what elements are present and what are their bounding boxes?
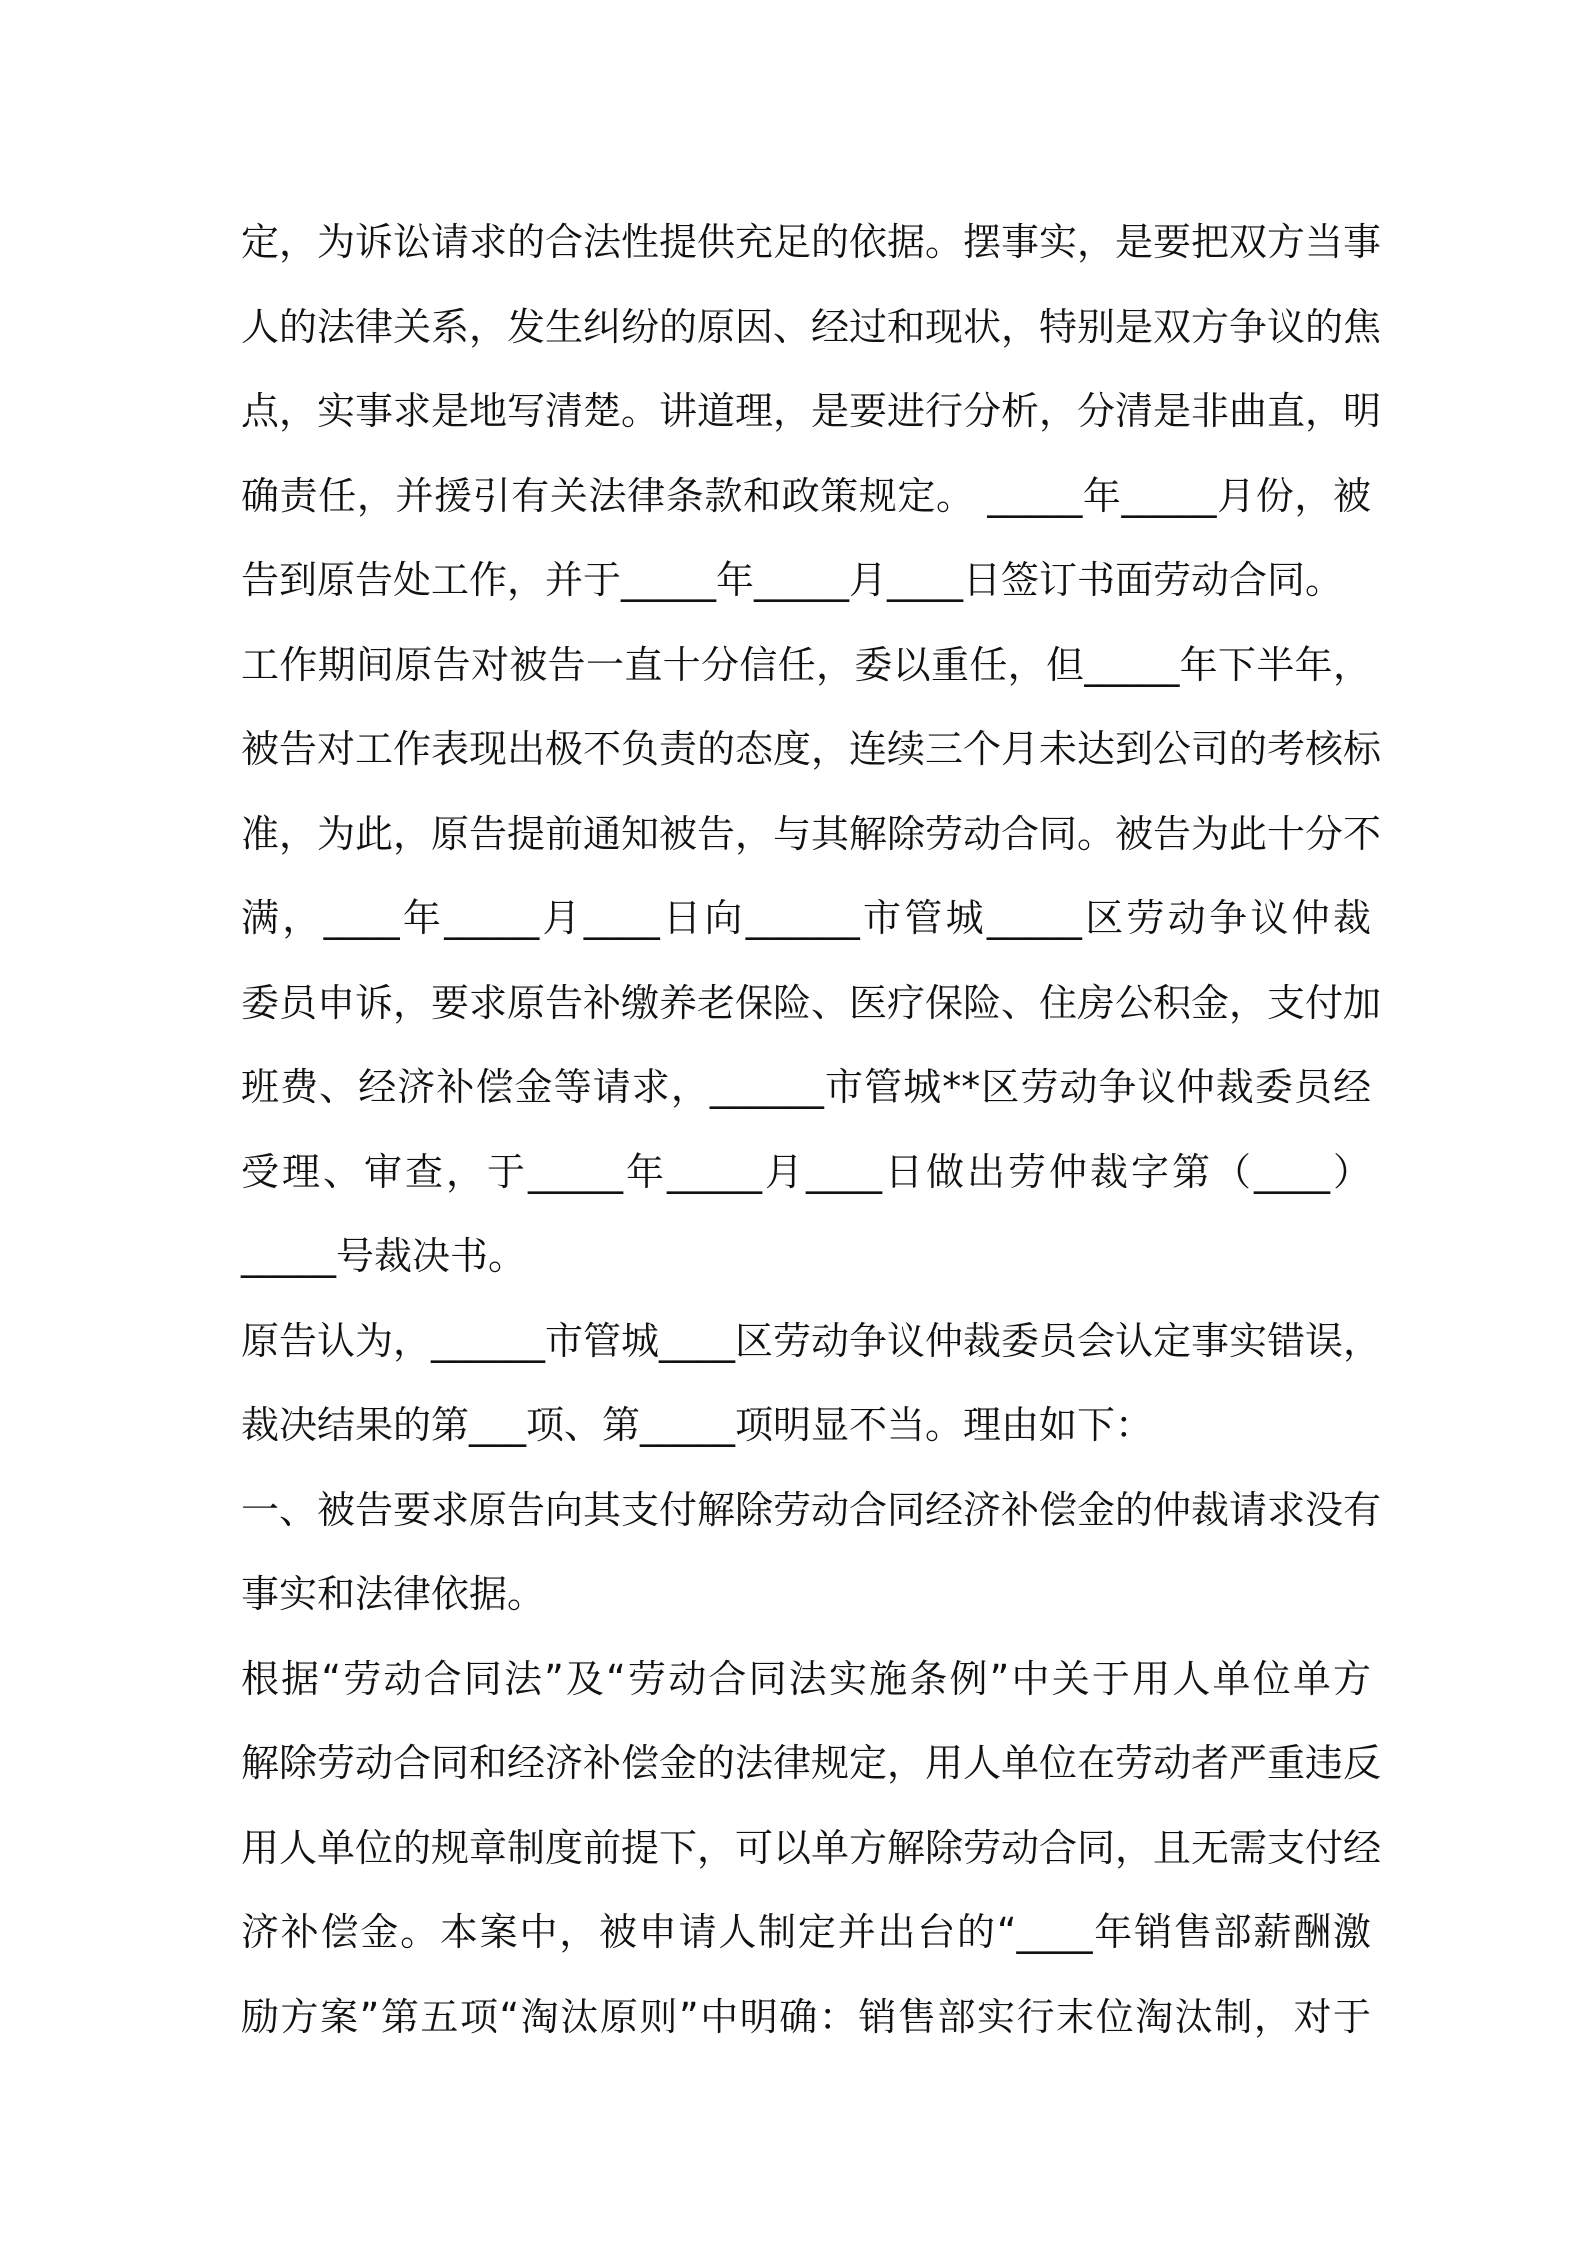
text-line: 受理、审查，于_____年_____月____日做出劳仲裁字第（____） [241,1149,1371,1194]
text-line: 准，为此，原告提前通知被告，与其解除劳动合同。被告为此十分不 [241,811,1382,856]
text-line: 事实和法律依据。 [241,1572,546,1616]
text-line: 满，____年_____月____日向______市管城_____区劳动争议仲裁 [241,896,1371,940]
text-line: 人的法律关系，发生纠纷的原因、经过和现状，特别是双方争议的焦 [241,304,1382,349]
text-line: _____号裁决书。 [241,1234,527,1278]
text-line: 原告认为，______市管城____区劳动争议仲裁委员会认定事实错误， [241,1318,1382,1363]
text-line: 根据“劳动合同法”及“劳动合同法实施条例”中关于用人单位单方 [241,1656,1371,1701]
text-line: 委员申诉，要求原告补缴养老保险、医疗保险、住房公积金，支付加 [241,980,1382,1025]
text-line: 解除劳动合同和经济补偿金的法律规定，用人单位在劳动者严重违反 [241,1741,1382,1785]
text-line: 定，为诉讼请求的合法性提供充足的依据。摆事实，是要把双方当事 [241,220,1382,264]
text-line: 励方案”第五项“淘汰原则”中明确：销售部实行末位淘汰制，对于 [241,1994,1371,2039]
text-line: 一、被告要求原告向其支付解除劳动合同经济补偿金的仲裁请求没有 [241,1487,1382,1532]
text-line: 告到原告处工作，并于_____年_____月____日签订书面劳动合同。 [241,558,1344,602]
text-line: 裁决结果的第___项、第_____项明显不当。理由如下： [241,1403,1154,1447]
text-line: 点，实事求是地写清楚。讲道理，是要进行分析，分清是非曲直，明 [241,389,1382,433]
body-text [241,200,1382,2059]
text-line: 工作期间原告对被告一直十分信任，委以重任，但_____年下半年， [241,642,1371,687]
text-line: 用人单位的规章制度前提下，可以单方解除劳动合同，且无需支付经 [241,1825,1382,1870]
text-line: 济补偿金。本案中，被申请人制定并出台的“____年销售部薪酬激 [241,1910,1371,1954]
text-line: 班费、经济补偿金等请求，______市管城**区劳动争议仲裁委员经 [241,1065,1371,1109]
text-line: 被告对工作表现出极不负责的态度，连续三个月未达到公司的考核标 [241,727,1382,771]
text-line: 确责任，并援引有关法律条款和政策规定。 _____年_____月份，被 [241,473,1371,518]
